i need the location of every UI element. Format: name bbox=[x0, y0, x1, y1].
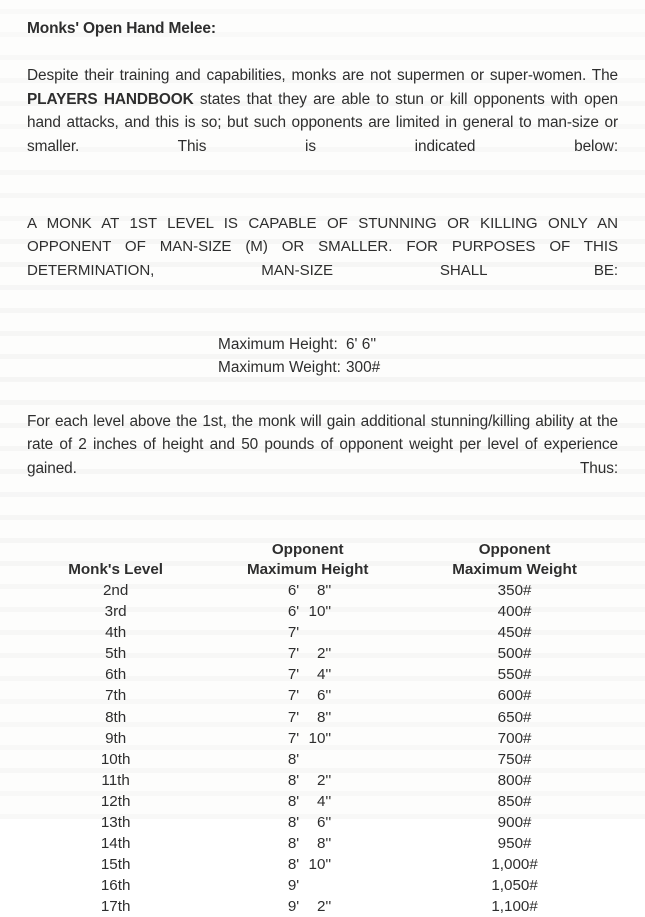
cell-opponent-max-weight: 750# bbox=[497, 750, 532, 768]
table-row bbox=[27, 622, 618, 643]
cell-opponent-max-height bbox=[204, 601, 411, 622]
cell-monks-level: 8th bbox=[105, 708, 127, 726]
cell-opponent-max-height bbox=[204, 791, 411, 812]
cell-opponent-max-weight: 1,050# bbox=[491, 877, 538, 895]
cell-opponent-max-weight: 350# bbox=[497, 581, 532, 599]
cell-monks-level: 2nd bbox=[102, 581, 129, 599]
height-feet: 8' bbox=[287, 835, 300, 853]
cell-opponent-max-height bbox=[204, 770, 411, 791]
height-feet: 7' bbox=[287, 624, 300, 642]
cell-opponent-max-weight: 950# bbox=[497, 835, 532, 853]
column-header-monks-level-line1 bbox=[27, 540, 204, 560]
players-handbook-emphasis: PLAYERS HANDBOOK bbox=[27, 90, 194, 108]
height-inches: 8'' bbox=[316, 835, 332, 853]
cell-opponent-max-height bbox=[204, 749, 411, 770]
cell-opponent-max-height bbox=[204, 622, 411, 643]
table-row bbox=[27, 791, 618, 812]
table-row bbox=[27, 580, 618, 601]
cell-opponent-max-height bbox=[204, 664, 411, 685]
height-feet: 7' bbox=[287, 729, 300, 747]
height-feet: 8' bbox=[287, 750, 300, 768]
height-feet: 8' bbox=[287, 771, 300, 789]
table-row bbox=[27, 643, 618, 664]
table-row bbox=[27, 854, 618, 875]
cell-opponent-max-height bbox=[204, 896, 411, 917]
cell-opponent-max-height bbox=[204, 854, 411, 875]
cell-opponent-max-height bbox=[204, 643, 411, 664]
height-feet: 8' bbox=[287, 814, 300, 831]
table-row bbox=[27, 707, 618, 728]
height-feet: 9' bbox=[287, 898, 300, 916]
cell-monks-level: 4th bbox=[105, 624, 127, 642]
height-inches: 6'' bbox=[316, 687, 332, 705]
cell-monks-level: 13th bbox=[100, 814, 131, 831]
cell-opponent-max-weight: 1,000# bbox=[491, 856, 538, 874]
column-header-monks-level-line2: Monk's Level bbox=[68, 560, 164, 578]
cell-opponent-max-weight: 700# bbox=[497, 729, 532, 747]
cell-opponent-max-weight: 800# bbox=[497, 771, 532, 789]
cell-opponent-max-height bbox=[204, 685, 411, 706]
table-header-row bbox=[27, 540, 618, 580]
cell-monks-level: 7th bbox=[105, 687, 127, 705]
cell-opponent-max-weight: 900# bbox=[497, 814, 532, 831]
cell-monks-level: 9th bbox=[105, 729, 127, 747]
progression-paragraph: For each level above the 1st, the monk will gain additional stunning/killing ability at the rate of 2 inches of height and 50 pounds of opponent weight per level of experience gained. Thus: bbox=[27, 412, 618, 477]
cell-opponent-max-height bbox=[204, 875, 411, 896]
table-row bbox=[27, 875, 618, 896]
height-inches: 2'' bbox=[316, 898, 332, 916]
section-heading: Monks' Open Hand Melee: bbox=[27, 20, 216, 37]
cell-opponent-max-weight: 550# bbox=[497, 666, 532, 684]
table-row bbox=[27, 833, 618, 854]
column-header-opponent-max-height bbox=[204, 540, 411, 580]
intro-paragraph-after: states that they are able to stun or kill opponents with open hand attacks, and this is so; but such opponents are limited in general to man-size or smaller. This is indicated below: bbox=[27, 90, 618, 155]
intro-paragraph-before: Despite their training and capabilities, monks are not supermen or super-women. The bbox=[27, 67, 618, 84]
height-inches: 4'' bbox=[316, 792, 332, 810]
cell-monks-level: 14th bbox=[100, 835, 131, 853]
height-feet: 9' bbox=[287, 877, 300, 895]
cell-opponent-max-height bbox=[204, 833, 411, 854]
height-inches: 2'' bbox=[316, 645, 332, 663]
height-feet: 7' bbox=[287, 687, 300, 705]
height-feet: 7' bbox=[287, 645, 300, 663]
column-header-weight-line1: Opponent bbox=[478, 540, 551, 558]
height-inches: 8'' bbox=[316, 708, 332, 726]
height-feet: 8' bbox=[287, 856, 300, 874]
cell-opponent-max-weight: 400# bbox=[497, 603, 532, 621]
cell-opponent-max-height bbox=[204, 812, 411, 833]
height-feet: 6' bbox=[287, 581, 300, 599]
table-row bbox=[27, 728, 618, 749]
height-feet: 6' bbox=[287, 603, 300, 621]
cell-monks-level: 11th bbox=[101, 771, 130, 789]
cell-monks-level: 6th bbox=[105, 666, 127, 684]
cell-opponent-max-height bbox=[204, 728, 411, 749]
cell-opponent-max-weight: 600# bbox=[497, 687, 532, 705]
table-row bbox=[27, 685, 618, 706]
table-row bbox=[27, 770, 618, 791]
cell-monks-level: 3rd bbox=[104, 603, 127, 621]
monk-level-table bbox=[27, 540, 618, 917]
cell-opponent-max-weight: 1,100# bbox=[491, 898, 538, 916]
table-row bbox=[27, 896, 618, 917]
column-header-height-line1: Opponent bbox=[271, 540, 344, 558]
cell-opponent-max-weight: 500# bbox=[497, 645, 532, 663]
height-feet: 7' bbox=[287, 708, 300, 726]
man-size-definition-block bbox=[27, 333, 618, 380]
height-inches: 10'' bbox=[308, 856, 332, 874]
cell-opponent-max-weight: 650# bbox=[497, 708, 532, 726]
cell-opponent-max-weight: 850# bbox=[497, 792, 532, 810]
man-size-height-row bbox=[218, 333, 618, 357]
man-size-weight-value: 300# bbox=[346, 359, 381, 377]
height-feet: 7' bbox=[287, 666, 300, 684]
column-header-weight-line2: Maximum Weight bbox=[452, 560, 577, 578]
cell-monks-level: 16th bbox=[100, 877, 131, 895]
cell-opponent-max-weight: 450# bbox=[497, 624, 532, 642]
height-inches: 10'' bbox=[308, 603, 332, 621]
table-row bbox=[27, 812, 618, 833]
height-inches: 6'' bbox=[316, 814, 332, 831]
man-size-height-value: 6' 6'' bbox=[346, 335, 377, 353]
man-size-height-label: Maximum Height: bbox=[218, 335, 338, 353]
column-header-opponent-max-weight bbox=[411, 540, 618, 580]
cell-monks-level: 5th bbox=[105, 645, 127, 663]
column-header-monks-level bbox=[27, 540, 204, 580]
cell-monks-level: 12th bbox=[100, 792, 131, 810]
intro-paragraph bbox=[27, 64, 618, 182]
height-inches: 4'' bbox=[316, 666, 332, 684]
cell-opponent-max-height bbox=[204, 580, 411, 601]
cell-opponent-max-height bbox=[204, 707, 411, 728]
table-row bbox=[27, 601, 618, 622]
man-size-weight-label: Maximum Weight: bbox=[218, 359, 341, 377]
monk-level-table-body bbox=[27, 580, 618, 917]
table-row bbox=[27, 749, 618, 770]
cell-monks-level: 17th bbox=[100, 898, 131, 916]
column-header-height-line2: Maximum Height bbox=[246, 560, 369, 578]
cell-monks-level: 15th bbox=[100, 856, 131, 874]
height-feet: 8' bbox=[287, 792, 300, 810]
table-row bbox=[27, 664, 618, 685]
height-inches: 10'' bbox=[308, 729, 332, 747]
height-inches: 2'' bbox=[316, 771, 332, 789]
cell-monks-level: 10th bbox=[100, 750, 131, 768]
man-size-weight-row bbox=[218, 356, 618, 380]
height-inches: 8'' bbox=[316, 581, 332, 599]
man-size-rule-paragraph: A MONK AT 1ST LEVEL IS CAPABLE OF STUNNING OR KILLING ONLY AN OPPONENT OF MAN-SIZE (M) OR SMALLER. FOR PURPOSES OF THIS DETERMINATION, MAN-SIZE SHALL BE: bbox=[27, 214, 618, 279]
